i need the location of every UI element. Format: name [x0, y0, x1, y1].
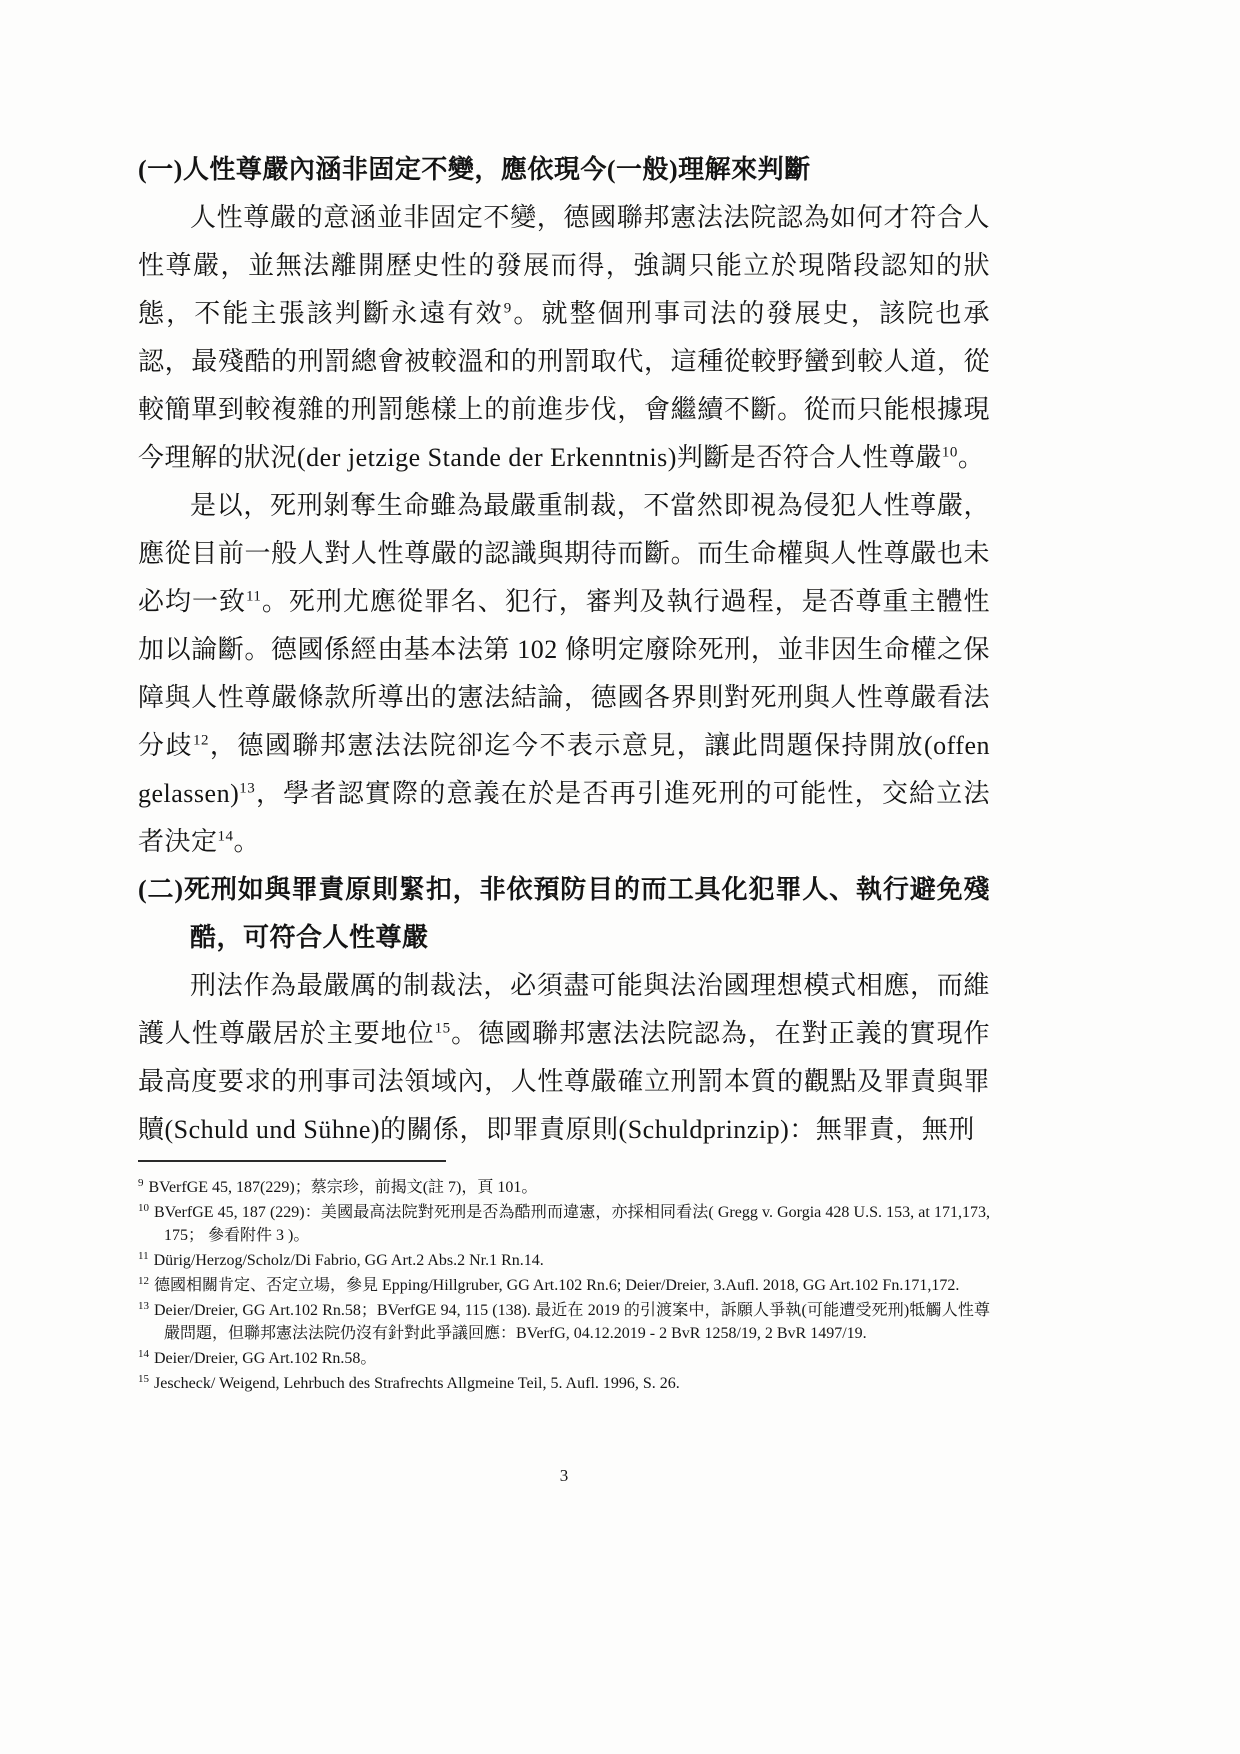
body-paragraph: 刑法作為最嚴厲的制裁法，必須盡可能與法治國理想模式相應，而維護人性尊嚴居於主要地位$^{15}$。德國聯邦憲法法院認為，在對正義的實現作最高度要求的刑事司法領域內，人性尊嚴確立刑罰本質的觀點及罪責與罪贖(Schuld und Sühne)的關係，即罪責原則(Schuldprinzip)：無罪責，無刑 — [138, 971, 990, 1144]
footnote-ref: 10 — [941, 444, 958, 461]
footnote-number: 9 — [138, 1176, 144, 1189]
footnote-ref: 13 — [239, 780, 256, 797]
footnote-item — [138, 1249, 990, 1272]
footnote-ref: 9 — [503, 300, 512, 317]
footnote-ref: 11 — [245, 588, 262, 605]
footnote-text: Deier/Dreier, GG Art.102 Rn.58。 — [154, 1350, 377, 1367]
body-paragraph: 人性尊嚴的意涵並非固定不變，德國聯邦憲法法院認為如何才符合人性尊嚴，並無法離開歷史性的發展而得，強調只能立於現階段認知的狀態，不能主張該判斷永遠有效$^9$。就整個刑事司法的發展史，該院也承認，最殘酷的刑罰總會被較溫和的刑罰取代，這種從較野蠻到較人道，從較簡單到較複雜的刑罰態樣上的前進步伐，會繼續不斷。從而只能根據現今理解的狀況(der jetzige Stande der Erkenntnis)判斷是否符合人性尊嚴$^{10}$。 — [138, 203, 990, 472]
footnote-text: BVerfGE 45, 187 (229)：美國最高法院對死刑是否為酷刑而違憲，亦採相同看法( Gregg v. Gorgia 428 U.S. 153, at 171,173, 175； 參看附件 3 )。 — [154, 1204, 990, 1244]
footnote-text: Dürig/Herzog/Scholz/Di Fabrio, GG Art.2 Abs.2 Nr.1 Rn.14. — [153, 1252, 544, 1269]
footnote-text: BVerfGE 45, 187(229)；蔡宗珍，前揭文(註 7)，頁 101。 — [148, 1179, 538, 1196]
footnote-ref: 15 — [434, 1020, 451, 1037]
document-body — [138, 146, 990, 1154]
footnote-item — [138, 1347, 990, 1370]
footnote-item — [138, 1201, 990, 1247]
footnote-number: 11 — [138, 1249, 149, 1262]
section-heading: (一)人性尊嚴內涵非固定不變，應依現今(一般)理解來判斷 — [138, 155, 811, 184]
section-heading: (二)死刑如與罪責原則緊扣，非依預防目的而工具化犯罪人、執行避免殘酷，可符合人性尊嚴 — [138, 875, 990, 952]
footnote-number: 12 — [138, 1274, 149, 1287]
footnote-item — [138, 1176, 990, 1199]
footnotes-list — [138, 1176, 990, 1395]
footnote-ref: 14 — [217, 828, 234, 845]
footnote-item — [138, 1372, 990, 1395]
footnote-divider — [138, 1160, 446, 1162]
footnote-text: Jescheck/ Weigend, Lehrbuch des Strafrechts Allgmeine Teil, 5. Aufl. 1996, S. 26. — [154, 1375, 680, 1392]
footnote-number: 15 — [138, 1372, 149, 1385]
body-paragraph: 是以，死刑剝奪生命雖為最嚴重制裁，不當然即視為侵犯人性尊嚴，應從目前一般人對人性尊嚴的認識與期待而斷。而生命權與人性尊嚴也未必均一致$^{11}$。死刑尤應從罪名、犯行，審判及執行過程，是否尊重主體性加以論斷。德國係經由基本法第 102 條明定廢除死刑，並非因生命權之保障與人性尊嚴條款所導出的憲法結論，德國各界則對死刑與人性尊嚴看法分歧$^{12}$，德國聯邦憲法法院卻迄今不表示意見，讓此問題保持開放(offen gelassen)$^{13}$，學者認實際的意義在於是否再引進死刑的可能性，交給立法者決定$^{14}$。 — [138, 491, 990, 856]
footnote-section — [138, 1160, 990, 1397]
footnote-item — [138, 1274, 990, 1297]
footnote-number: 14 — [138, 1347, 149, 1360]
footnote-ref: 12 — [192, 732, 209, 749]
footnote-number: 10 — [138, 1201, 149, 1214]
footnote-text: 德國相關肯定、否定立場，參見 Epping/Hillgruber, GG Art.102 Rn.6; Deier/Dreier, 3.Aufl. 2018, GG Art.102 Fn.171,172. — [154, 1277, 960, 1294]
footnote-number: 13 — [138, 1299, 149, 1312]
footnote-text: Deier/Dreier, GG Art.102 Rn.58；BVerfGE 94, 115 (138). 最近在 2019 的引渡案中，訴願人爭執(可能遭受死刑)牴觸人性尊嚴問題，但聯邦憲法法院仍沒有針對此爭議回應：BVerfG, 04.12.2019 - 2 BvR 1258/19, 2 BvR 1497/19. — [154, 1302, 990, 1342]
footnote-item — [138, 1299, 990, 1345]
page-number: 3 — [559, 1466, 569, 1485]
